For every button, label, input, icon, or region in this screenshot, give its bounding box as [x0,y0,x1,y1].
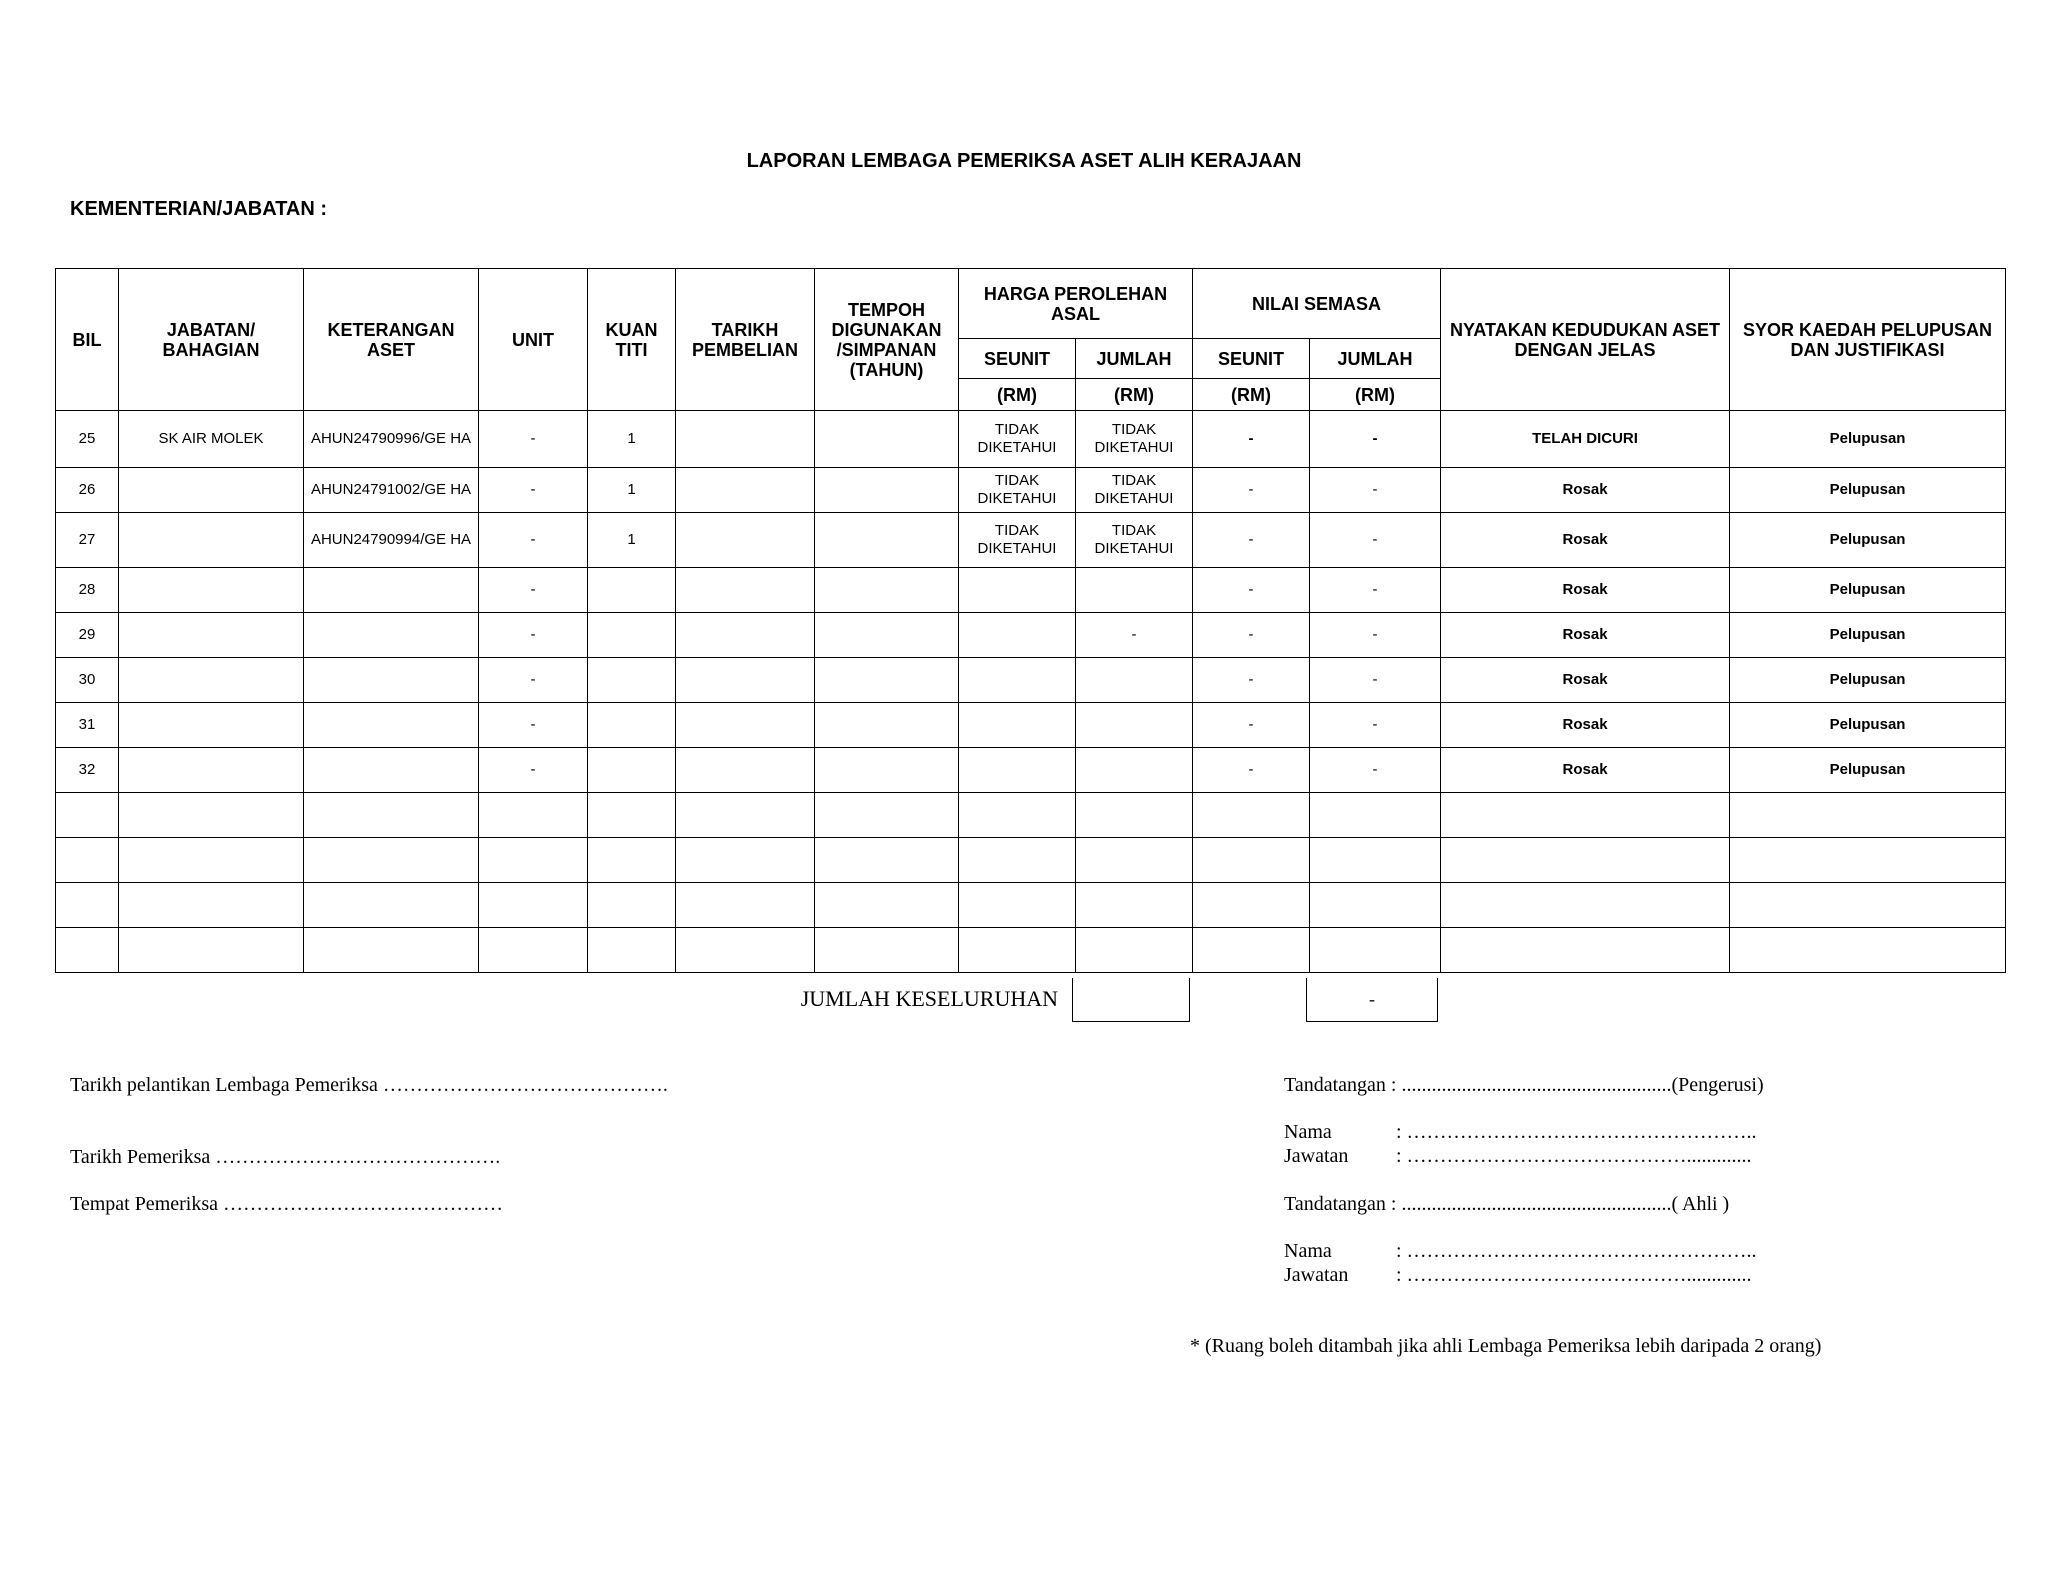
cell-nilai-jumlah: - [1310,513,1441,568]
tarikh-pemeriksa-line: Tarikh Pemeriksa ……………………………………. [70,1146,501,1168]
empty-cell [1193,883,1310,928]
empty-cell [119,883,304,928]
cell-unit: - [479,613,588,658]
cell-nilai-jumlah: - [1310,658,1441,703]
cell-kuantiti: 1 [588,468,676,513]
jawatan-value: : ……………………………………............. [1396,1264,1752,1286]
cell-keterangan [304,568,479,613]
cell-syor: Pelupusan [1730,468,2006,513]
cell-tarikh [676,513,815,568]
empty-cell [119,928,304,973]
cell-syor: Pelupusan [1730,568,2006,613]
nama-pengerusi-line [1284,1121,1757,1144]
cell-nilai-seunit: - [1193,748,1310,793]
empty-cell [588,928,676,973]
ministry-label: KEMENTERIAN/JABATAN : [70,198,328,220]
header-tempoh: TEMPOH DIGUNAKAN /SIMPANAN (TAHUN) [815,269,959,411]
cell-unit: - [479,703,588,748]
table-row [56,468,2006,513]
cell-harga-jumlah [1076,568,1193,613]
cell-harga-seunit: TIDAK DIKETAHUI [959,513,1076,568]
nama-value: : …………………………………………….. [1396,1121,1757,1143]
total-nilai-jumlah-box: - [1306,978,1438,1022]
empty-cell [676,793,815,838]
empty-cell [676,883,815,928]
empty-cell [1441,928,1730,973]
jawatan-pengerusi-line [1284,1145,1752,1168]
empty-cell [815,883,959,928]
cell-harga-jumlah: TIDAK DIKETAHUI [1076,411,1193,468]
empty-cell [304,883,479,928]
cell-bil: 32 [56,748,119,793]
footnote: * (Ruang boleh ditambah jika ahli Lembaga Pemeriksa lebih daripada 2 orang) [1190,1335,1822,1357]
jawatan-label: Jawatan [1284,1145,1349,1167]
cell-kuantiti [588,613,676,658]
cell-tarikh [676,658,815,703]
cell-tempoh [815,568,959,613]
cell-nilai-jumlah: - [1310,468,1441,513]
header-nilai-jumlah: JUMLAH [1310,339,1441,379]
cell-syor: Pelupusan [1730,703,2006,748]
cell-syor: Pelupusan [1730,613,2006,658]
cell-jabatan [119,703,304,748]
cell-jabatan [119,613,304,658]
cell-jabatan: SK AIR MOLEK [119,411,304,468]
cell-harga-seunit [959,613,1076,658]
cell-tarikh [676,468,815,513]
cell-tarikh [676,703,815,748]
cell-tempoh [815,513,959,568]
empty-row [56,793,2006,838]
cell-tarikh [676,411,815,468]
header-jabatan: JABATAN/ BAHAGIAN [119,269,304,411]
empty-cell [56,883,119,928]
empty-cell [588,838,676,883]
cell-tempoh [815,748,959,793]
cell-harga-jumlah: TIDAK DIKETAHUI [1076,468,1193,513]
cell-kuantiti [588,658,676,703]
cell-jabatan [119,468,304,513]
header-bil: BIL [56,269,119,411]
empty-cell [119,838,304,883]
empty-row [56,838,2006,883]
cell-harga-seunit [959,658,1076,703]
cell-nilai-jumlah: - [1310,703,1441,748]
empty-cell [1730,928,2006,973]
empty-cell [479,838,588,883]
cell-nilai-jumlah: - [1310,613,1441,658]
empty-cell [1076,928,1193,973]
cell-nilai-seunit: - [1193,703,1310,748]
cell-nilai-seunit: - [1193,513,1310,568]
cell-bil: 25 [56,411,119,468]
cell-keterangan: AHUN24790994/GE HA [304,513,479,568]
empty-cell [588,793,676,838]
empty-cell [1730,838,2006,883]
nama-label: Nama [1284,1240,1332,1262]
cell-nilai-jumlah: - [1310,748,1441,793]
cell-jabatan [119,658,304,703]
empty-cell [304,838,479,883]
cell-bil: 29 [56,613,119,658]
cell-nilai-jumlah: - [1310,411,1441,468]
cell-nilai-seunit: - [1193,411,1310,468]
cell-keterangan [304,748,479,793]
cell-kuantiti [588,748,676,793]
cell-unit: - [479,658,588,703]
cell-syor: Pelupusan [1730,513,2006,568]
cell-kuantiti: 1 [588,411,676,468]
asset-table [55,268,2006,973]
cell-kuantiti: 1 [588,513,676,568]
jawatan-label: Jawatan [1284,1264,1349,1286]
nama-value: : …………………………………………….. [1396,1240,1757,1262]
report-title: LAPORAN LEMBAGA PEMERIKSA ASET ALIH KERAJAAN [746,150,1302,172]
cell-kedudukan: Rosak [1441,613,1730,658]
cell-tempoh [815,703,959,748]
empty-cell [959,928,1076,973]
header-nilai: NILAI SEMASA [1193,269,1441,339]
cell-harga-jumlah [1076,658,1193,703]
cell-unit: - [479,748,588,793]
empty-cell [1441,793,1730,838]
header-rm: (RM) [1193,379,1310,411]
cell-harga-jumlah: TIDAK DIKETAHUI [1076,513,1193,568]
header-rm: (RM) [959,379,1076,411]
cell-kedudukan: Rosak [1441,703,1730,748]
empty-cell [56,928,119,973]
cell-syor: Pelupusan [1730,748,2006,793]
cell-harga-seunit [959,703,1076,748]
header-kuantiti: KUAN TITI [588,269,676,411]
table-row [56,613,2006,658]
nama-label: Nama [1284,1121,1332,1143]
empty-cell [479,793,588,838]
cell-keterangan [304,658,479,703]
cell-tempoh [815,658,959,703]
header-harga-jumlah: JUMLAH [1076,339,1193,379]
tandatangan-pengerusi-line: Tandatangan : ......................................................(Pengerusi) [1284,1074,1764,1096]
empty-cell [1193,928,1310,973]
empty-cell [1730,883,2006,928]
cell-kedudukan: Rosak [1441,568,1730,613]
tarikh-pelantikan-line: Tarikh pelantikan Lembaga Pemeriksa ……………………………………. [70,1074,668,1096]
cell-bil: 27 [56,513,119,568]
cell-kedudukan: Rosak [1441,468,1730,513]
table-row [56,513,2006,568]
empty-cell [1310,928,1441,973]
header-syor: SYOR KAEDAH PELUPUSAN DAN JUSTIFIKASI [1730,269,2006,411]
cell-unit: - [479,568,588,613]
header-nilai-seunit: SEUNIT [1193,339,1310,379]
cell-tarikh [676,748,815,793]
header-rm: (RM) [1310,379,1441,411]
empty-cell [1193,793,1310,838]
empty-cell [1310,793,1441,838]
empty-cell [815,928,959,973]
empty-cell [1441,883,1730,928]
cell-kuantiti [588,568,676,613]
cell-harga-jumlah [1076,703,1193,748]
empty-cell [588,883,676,928]
cell-nilai-seunit: - [1193,613,1310,658]
empty-cell [1730,793,2006,838]
cell-keterangan: AHUN24790996/GE HA [304,411,479,468]
cell-bil: 26 [56,468,119,513]
empty-cell [815,793,959,838]
cell-tarikh [676,568,815,613]
empty-row [56,928,2006,973]
cell-harga-jumlah: - [1076,613,1193,658]
cell-unit: - [479,468,588,513]
cell-nilai-jumlah: - [1310,568,1441,613]
empty-cell [1310,883,1441,928]
cell-keterangan [304,703,479,748]
cell-tempoh [815,468,959,513]
cell-jabatan [119,748,304,793]
cell-tarikh [676,613,815,658]
cell-nilai-seunit: - [1193,468,1310,513]
empty-cell [1193,838,1310,883]
jawatan-ahli-line [1284,1264,1752,1287]
cell-jabatan [119,568,304,613]
cell-nilai-seunit: - [1193,658,1310,703]
empty-row [56,883,2006,928]
cell-harga-jumlah [1076,748,1193,793]
header-rm: (RM) [1076,379,1193,411]
table-row [56,703,2006,748]
empty-cell [959,838,1076,883]
empty-cell [479,883,588,928]
empty-cell [119,793,304,838]
cell-harga-seunit: TIDAK DIKETAHUI [959,468,1076,513]
cell-unit: - [479,513,588,568]
nama-ahli-line [1284,1240,1757,1263]
empty-cell [815,838,959,883]
cell-keterangan: AHUN24791002/GE HA [304,468,479,513]
total-label: JUMLAH KESELURUHAN [800,986,1058,1011]
empty-cell [959,883,1076,928]
cell-harga-seunit [959,748,1076,793]
empty-cell [1076,838,1193,883]
table-row [56,748,2006,793]
cell-harga-seunit: TIDAK DIKETAHUI [959,411,1076,468]
header-tarikh: TARIKH PEMBELIAN [676,269,815,411]
empty-cell [56,838,119,883]
empty-cell [304,928,479,973]
cell-kuantiti [588,703,676,748]
header-harga-seunit: SEUNIT [959,339,1076,379]
cell-unit: - [479,411,588,468]
cell-kedudukan: Rosak [1441,658,1730,703]
cell-bil: 31 [56,703,119,748]
empty-cell [1441,838,1730,883]
empty-cell [676,838,815,883]
cell-bil: 30 [56,658,119,703]
cell-jabatan [119,513,304,568]
table-row [56,658,2006,703]
tempat-pemeriksa-line: Tempat Pemeriksa …………………………………… [70,1193,503,1215]
empty-cell [1310,838,1441,883]
cell-kedudukan: Rosak [1441,513,1730,568]
empty-cell [1076,793,1193,838]
cell-kedudukan: Rosak [1441,748,1730,793]
cell-syor: Pelupusan [1730,658,2006,703]
cell-keterangan [304,613,479,658]
empty-cell [304,793,479,838]
header-keterangan: KETERANGAN ASET [304,269,479,411]
cell-tempoh [815,613,959,658]
table-row [56,411,2006,468]
total-harga-jumlah-box [1072,978,1190,1022]
empty-cell [479,928,588,973]
header-kedudukan: NYATAKAN KEDUDUKAN ASET DENGAN JELAS [1441,269,1730,411]
empty-cell [56,793,119,838]
empty-cell [1076,883,1193,928]
cell-harga-seunit [959,568,1076,613]
cell-bil: 28 [56,568,119,613]
cell-nilai-seunit: - [1193,568,1310,613]
empty-cell [959,793,1076,838]
cell-syor: Pelupusan [1730,411,2006,468]
cell-tempoh [815,411,959,468]
jawatan-value: : ……………………………………............. [1396,1145,1752,1167]
cell-kedudukan: TELAH DICURI [1441,411,1730,468]
table-row [56,568,2006,613]
empty-cell [676,928,815,973]
header-unit: UNIT [479,269,588,411]
tandatangan-ahli-line: Tandatangan : ......................................................( Ahli ) [1284,1193,1730,1215]
header-harga: HARGA PEROLEHAN ASAL [959,269,1193,339]
